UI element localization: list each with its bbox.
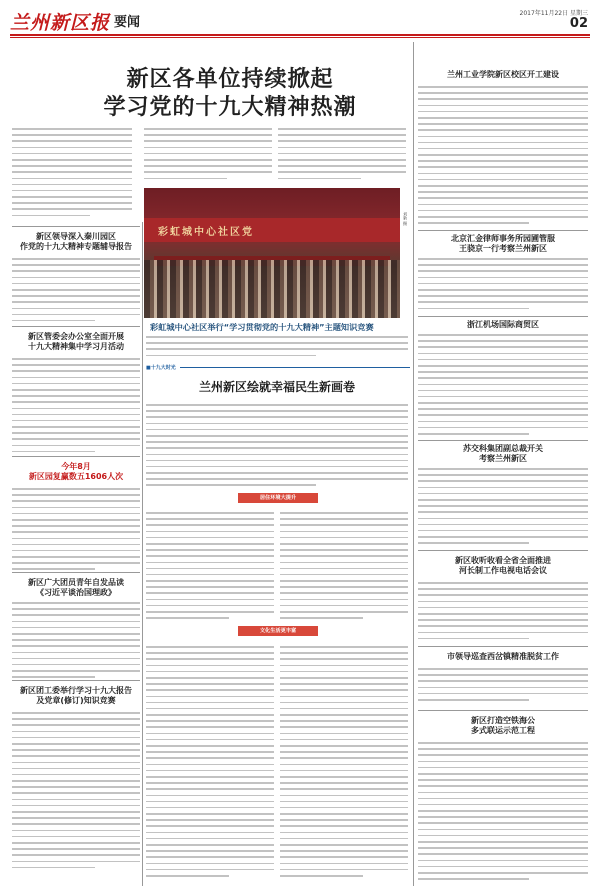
photo-credit: 刘新 摄 bbox=[403, 212, 408, 226]
left-article-3-text bbox=[12, 488, 140, 575]
right-article-1-text bbox=[418, 86, 588, 228]
right-article-4-text bbox=[418, 468, 588, 548]
sub-banner-2: 文化生活更丰富 bbox=[238, 626, 318, 636]
lead-article-text bbox=[144, 128, 272, 184]
lead-article-text bbox=[12, 128, 132, 221]
article-separator bbox=[12, 456, 140, 457]
photo-audience bbox=[144, 260, 400, 318]
article-separator bbox=[12, 572, 140, 573]
feature-col-text bbox=[280, 512, 408, 623]
feature-col-text bbox=[146, 646, 274, 881]
caption-text bbox=[146, 336, 408, 361]
right-article-3-text bbox=[418, 334, 588, 439]
photo-caption: 彩虹城中心社区举行“学习贯彻党的十九大精神”主题知识竞赛 bbox=[150, 322, 374, 332]
main-headline bbox=[85, 66, 375, 122]
main-headline-line1: 新区各单位持续掀起 bbox=[126, 67, 334, 92]
article-separator bbox=[12, 680, 140, 681]
left-article-2-text bbox=[12, 358, 140, 457]
section-tag-label: 十九大时光 bbox=[150, 365, 176, 371]
masthead bbox=[10, 8, 590, 34]
article-separator bbox=[12, 326, 140, 327]
left-headline-5: 新区团工委举行学习十九大报告 及党章(修订)知识竞赛 bbox=[20, 686, 132, 705]
section-name: 要闻 bbox=[114, 15, 141, 30]
article-separator bbox=[418, 316, 588, 317]
article-separator bbox=[418, 440, 588, 441]
newspaper-title: 兰州新区报 bbox=[10, 12, 111, 34]
right-headline-5: 新区收听收看全省全面推进 河长制工作电视电话会议 bbox=[455, 556, 551, 575]
right-headline-2: 北京汇金律师事务所园圃管服 王骁京一行考察兰州新区 bbox=[451, 234, 555, 253]
section-tag: ■十九大时光 bbox=[146, 365, 176, 371]
sub-banner-1: 居住环境大提升 bbox=[238, 493, 318, 503]
left-article-4-text bbox=[12, 602, 140, 682]
right-headline-4: 苏交科集团副总裁开关 考察兰州新区 bbox=[463, 444, 543, 463]
feature-intro-text bbox=[146, 404, 408, 491]
article-separator bbox=[12, 226, 140, 227]
left-article-5-text bbox=[12, 712, 140, 873]
masthead-rule bbox=[10, 34, 590, 36]
feature-col-text bbox=[280, 646, 408, 881]
right-headline-1: 兰州工业学院新区校区开工建设 bbox=[447, 70, 559, 79]
left-article-1-text bbox=[12, 258, 140, 326]
feature-col-text bbox=[146, 512, 274, 623]
issue-date: 2017年11月22日 星期三 bbox=[519, 10, 588, 17]
left-headline-3: 今年8月 新区园复赢数五1606人次 bbox=[28, 462, 124, 481]
right-article-5-text bbox=[418, 582, 588, 644]
right-headline-3: 浙江机场国际商贸区 bbox=[467, 320, 539, 329]
article-separator bbox=[418, 646, 588, 647]
left-headline-4: 新区广大团员青年自发品读 《习近平谈治国理政》 bbox=[28, 578, 124, 597]
right-article-2-text bbox=[418, 258, 588, 314]
main-headline-line2: 学习党的十九大精神热潮 bbox=[103, 95, 357, 120]
right-article-6-text bbox=[418, 668, 588, 705]
right-article-7-text bbox=[418, 742, 588, 884]
section-tag-rule bbox=[180, 367, 410, 368]
feature-headline: 兰州新区绘就幸福民生新画卷 bbox=[198, 380, 355, 394]
page-number: 02 bbox=[569, 16, 588, 31]
column-divider bbox=[413, 42, 414, 886]
news-photo bbox=[144, 188, 400, 318]
right-headline-7: 新区打造空铁海公 多式联运示范工程 bbox=[471, 716, 535, 735]
masthead-rule-thin bbox=[10, 37, 590, 38]
article-separator bbox=[418, 710, 588, 711]
photo-banner-text: 彩虹城中心社区党 bbox=[158, 227, 254, 238]
left-headline-2: 新区管委会办公室全面开展 十九大精神集中学习月活动 bbox=[28, 332, 124, 351]
column-divider bbox=[142, 222, 143, 886]
left-headline-1: 新区领导深入秦川园区 作党的十九大精神专题辅导报告 bbox=[20, 232, 132, 251]
right-headline-6: 市领导巡查西岔镇精准脱贫工作 bbox=[447, 652, 559, 661]
article-separator bbox=[418, 550, 588, 551]
lead-article-text bbox=[278, 128, 406, 184]
article-separator bbox=[418, 230, 588, 231]
